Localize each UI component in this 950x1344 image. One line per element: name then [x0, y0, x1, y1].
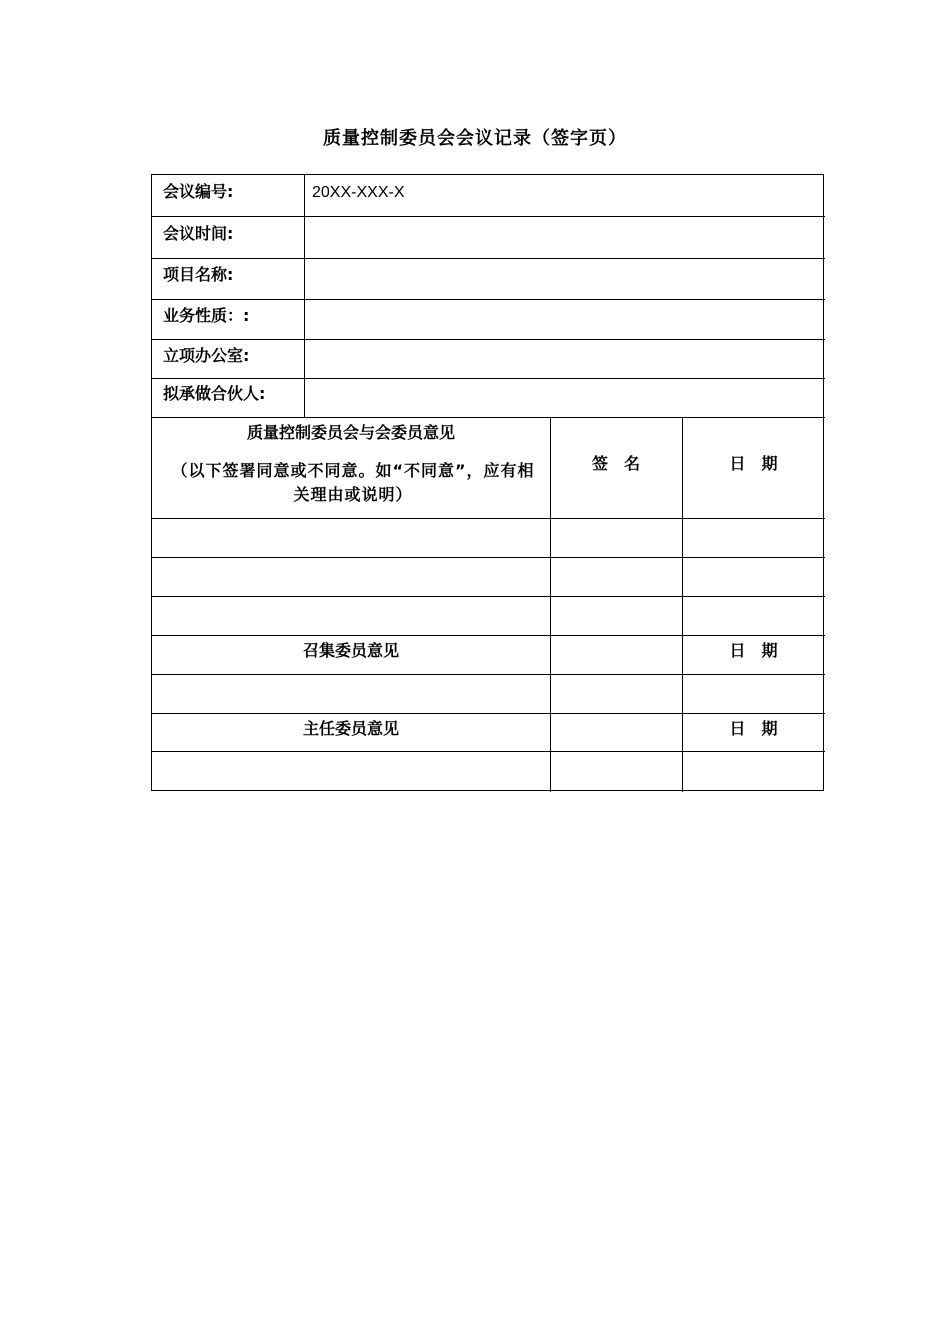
- member-sign-cell[interactable]: [551, 558, 682, 596]
- project-office-label: 立项办公室:: [163, 346, 250, 365]
- director-opinion-cell[interactable]: [152, 752, 550, 790]
- member-date-cell[interactable]: [683, 558, 825, 596]
- project-name-value[interactable]: [312, 266, 812, 288]
- page-title: 质量控制委员会会议记录（签字页）: [323, 128, 627, 149]
- member-opinion-cell[interactable]: [152, 558, 550, 596]
- meeting-number-label: 会议编号:: [163, 182, 234, 201]
- meeting-time-label: 会议时间:: [163, 224, 234, 243]
- member-sign-cell[interactable]: [551, 519, 682, 557]
- opinion-header-note: （以下签署同意或不同意。如“不同意”，应有相关理由或说明）: [171, 461, 535, 504]
- director-opinion-label: 主任委员意见: [302, 719, 399, 738]
- member-date-cell[interactable]: [683, 597, 825, 635]
- meeting-number-value[interactable]: 20XX-XXX-X: [312, 184, 405, 201]
- meeting-time-value[interactable]: [312, 225, 812, 247]
- project-name-label: 项目名称:: [163, 265, 234, 284]
- convener-opinion-label: 召集委员意见: [302, 641, 399, 660]
- row-divider: [152, 713, 825, 714]
- project-office-value[interactable]: [312, 347, 812, 369]
- convener-date-cell[interactable]: [683, 675, 825, 713]
- column-divider: [304, 175, 305, 417]
- director-date-cell[interactable]: [683, 752, 825, 790]
- director-sign-cell[interactable]: [551, 752, 682, 790]
- date-column-header: 日 期: [729, 454, 778, 473]
- member-sign-cell[interactable]: [551, 597, 682, 635]
- member-opinion-cell[interactable]: [152, 597, 550, 635]
- sign-column-header: 签 名: [591, 454, 640, 473]
- row-divider: [152, 299, 825, 300]
- convener-opinion-cell[interactable]: [152, 675, 550, 713]
- partner-label: 拟承做合伙人:: [163, 384, 266, 403]
- row-divider: [152, 258, 825, 259]
- row-divider: [152, 635, 825, 636]
- row-divider: [152, 378, 825, 379]
- row-divider: [152, 339, 825, 340]
- business-nature-label: 业务性质：:: [163, 306, 250, 325]
- row-divider: [152, 417, 825, 418]
- member-opinion-cell[interactable]: [152, 519, 550, 557]
- business-nature-value[interactable]: [312, 307, 812, 329]
- director-date-label: 日 期: [729, 719, 778, 738]
- signature-table: [151, 174, 824, 791]
- convener-date-label: 日 期: [729, 641, 778, 660]
- opinion-header-title: 质量控制委员会与会委员意见: [246, 423, 455, 442]
- row-divider: [152, 216, 825, 217]
- partner-value[interactable]: [312, 385, 812, 407]
- member-date-cell[interactable]: [683, 519, 825, 557]
- convener-sign-cell[interactable]: [551, 675, 682, 713]
